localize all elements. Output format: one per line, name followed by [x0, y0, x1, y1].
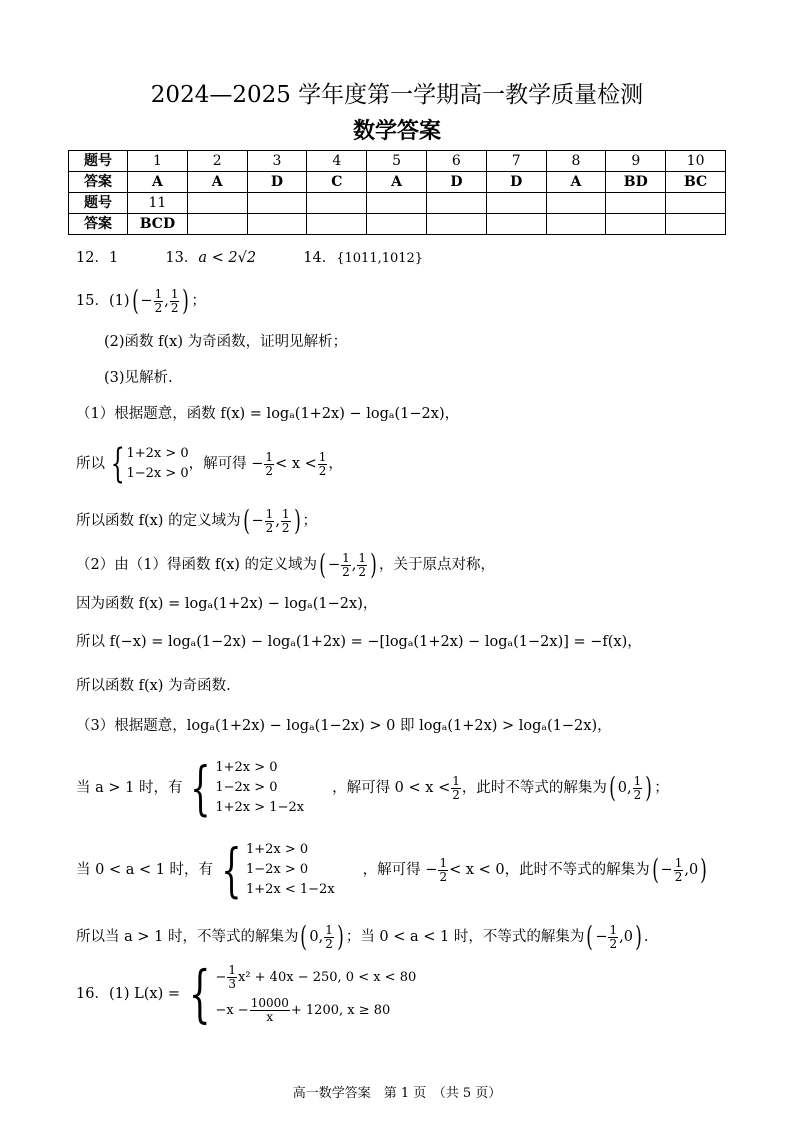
question-number: 8 — [546, 151, 606, 172]
question-number: 3 — [247, 151, 307, 172]
q15-sol3-conclusion: 所以当 a > 1 时，不等式的解集为( 0, $\frac{1}{2}$ ) ；当 0 < a < 1 时，不等式的解集为( − $\frac{1}{2}$ ,0) . — [76, 920, 649, 953]
question-number: 6 — [426, 151, 486, 172]
answer-cell: A — [367, 172, 427, 193]
q16-part1-answer: 16．(1) L(x) = { − $\frac{1}{3}$ x² + 40x − 250, 0 < x < 80 −x − $\frac{10000}{x}$ + 1200, x ≥ 80 — [76, 957, 417, 1030]
question-number: 2 — [187, 151, 247, 172]
table-row — [69, 193, 726, 214]
q15-sol3-case1: 当 a > 1 时，有 { 1+2x > 0 1−2x > 0 1+2x > 1−2x ，解可得 0 < x < $\frac{1}{2}$ ，此时不等式的解集为( 0, $\frac{1}{2}$ ) ； — [76, 754, 669, 822]
answer-cell: D — [486, 172, 546, 193]
question-number: 4 — [307, 151, 367, 172]
row-label-answer: 答案 — [69, 214, 128, 235]
document-title: 2024—2025 学年度第一学期高一教学质量检测 — [150, 82, 644, 108]
table-row — [69, 214, 726, 235]
answer-cell: BD — [606, 172, 666, 193]
answer-cell: D — [426, 172, 486, 193]
table-row — [69, 151, 726, 172]
row-label-question: 题号 — [69, 193, 128, 214]
answer-cell: A — [546, 172, 606, 193]
q15-sol2-domain: （2）由（1）得函数 f(x) 的定义域为( − $\frac{1}{2}$ , $\frac{1}{2}$ ) ，关于原点对称， — [76, 548, 495, 581]
question-number: 5 — [367, 151, 427, 172]
piecewise-line-2: −x − $\frac{10000}{x}$ + 1200, x ≥ 80 — [215, 996, 391, 1024]
answer-cell: A — [128, 172, 188, 193]
q15-sol1-system: 所以 { 1+2x > 0 1−2x > 0 ，解可得 − $\frac{1}{2}$ < x < $\frac{1}{2}$ ， — [76, 441, 343, 487]
question-number: 9 — [606, 151, 666, 172]
row-label-question: 题号 — [69, 151, 128, 172]
table-row — [69, 172, 726, 193]
q15-sol3-case2: 当 0 < a < 1 时，有 { 1+2x > 0 1−2x > 0 1+2x < 1−2x ，解可得 − $\frac{1}{2}$ < x < 0，此时不等式的解集为( − $\frac{1}{2}$ ,0) — [76, 836, 707, 904]
q15-sol1-domain: 所以函数 f(x) 的定义域为( − $\frac{1}{2}$ , $\frac{1}{2}$ ) ； — [76, 504, 317, 537]
answer-cell: BCD — [128, 214, 188, 235]
piecewise-line-1: − $\frac{1}{3}$ x² + 40x − 250, 0 < x < 80 — [215, 963, 417, 991]
answer-cell: BC — [666, 172, 726, 193]
q15-sol2-conclusion: 所以函数 f(x) 为奇函数. — [76, 678, 231, 694]
question-number: 1 — [128, 151, 188, 172]
answer-table — [68, 150, 726, 235]
fill-in-answers: 12．1 13．a < 2√2 14．{1011,1012} — [76, 250, 424, 266]
page-footer: 高一数学答案 第 1 页 （共 5 页） — [292, 1086, 502, 1101]
answer-cell: A — [187, 172, 247, 193]
q15-part3-answer: (3)见解析. — [104, 370, 173, 386]
q15-sol3-intro: （3）根据题意，logₐ(1+2x) − logₐ(1−2x) > 0 即 logₐ(1+2x) > logₐ(1−2x)， — [76, 718, 612, 734]
question-number: 10 — [666, 151, 726, 172]
answer-cell: C — [307, 172, 367, 193]
q15-sol2-function: 因为函数 f(x) = logₐ(1+2x) − logₐ(1−2x)， — [76, 596, 378, 612]
q15-part1-answer: 15．(1)( − $\frac{1}{2}$ , $\frac{1}{2}$ ) ； — [76, 284, 206, 317]
question-number: 7 — [486, 151, 546, 172]
question-number: 11 — [128, 193, 188, 214]
row-label-answer: 答案 — [69, 172, 128, 193]
q15-sol1-intro: （1）根据题意，函数 f(x) = logₐ(1+2x) − logₐ(1−2x)， — [76, 406, 460, 422]
answer-cell: D — [247, 172, 307, 193]
q15-sol2-derivation: 所以 f(−x) = logₐ(1−2x) − logₐ(1+2x) = −[logₐ(1+2x) − logₐ(1−2x)] = −f(x)， — [76, 634, 642, 650]
document-subtitle: 数学答案 — [352, 118, 441, 144]
q15-part2-answer: (2)函数 f(x) 为奇函数，证明见解析； — [104, 334, 348, 350]
